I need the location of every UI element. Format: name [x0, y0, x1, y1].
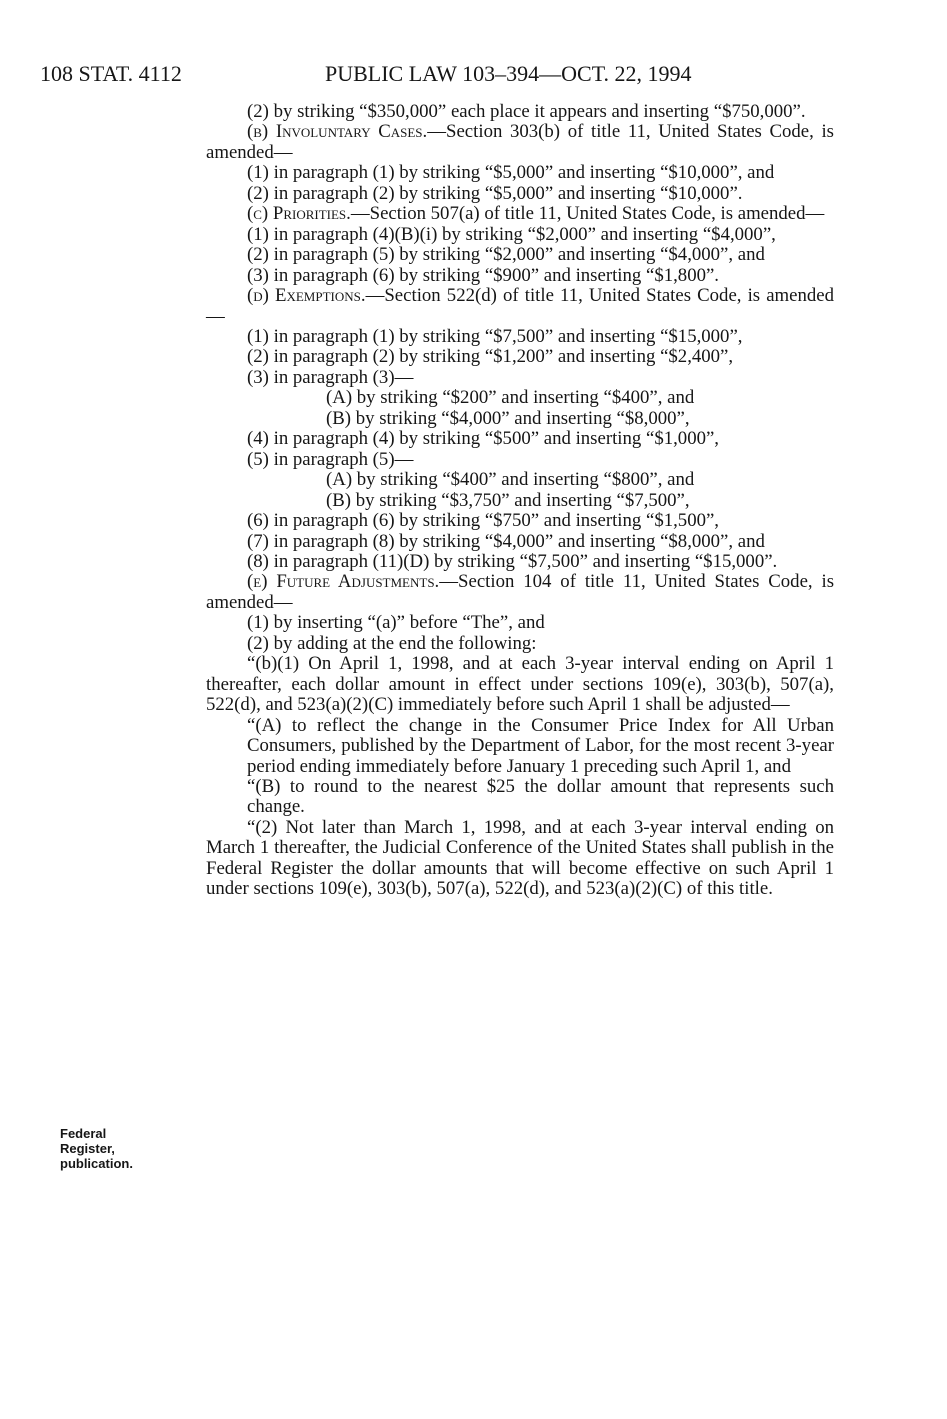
paragraph-text: (2) in paragraph (5) by striking “$2,000” and inserting “$4,000”, and: [247, 244, 765, 266]
subsection-heading: (c) Priorities.: [247, 203, 351, 225]
paragraph-text: —Section 303(b) of title 11, United States Code, is amended—: [206, 121, 834, 163]
paragraph-d5b: [206, 491, 834, 511]
paragraph-text: (2) by striking “$350,000” each place it appears and inserting “$750,000”.: [247, 101, 806, 122]
paragraph-d3b: [206, 409, 834, 429]
public-law-citation: PUBLIC LAW 103–394—OCT. 22, 1994: [325, 61, 692, 86]
subsection-heading: (e) Future Adjustments.: [247, 571, 440, 593]
paragraph-d6: [206, 511, 834, 531]
paragraph-d4: [206, 429, 834, 449]
paragraph-text: (5) in paragraph (5)—: [247, 448, 414, 470]
paragraph-text: (A) by striking “$200” and inserting “$400”, and: [326, 387, 695, 409]
subsection-heading: (b) Involuntary Cases.: [247, 121, 428, 143]
paragraph-text: (8) in paragraph (11)(D) by striking “$7,500” and inserting “$15,000”.: [247, 550, 778, 572]
paragraph-text: (2) in paragraph (2) by striking “$5,000” and inserting “$10,000”.: [247, 182, 743, 204]
paragraph-text: (1) by inserting “(a)” before “The”, and: [247, 612, 545, 634]
paragraph-ebA: [206, 716, 834, 777]
margin-note: [60, 1126, 170, 1171]
paragraph-text: (6) in paragraph (6) by striking “$750” and inserting “$1,500”,: [247, 510, 720, 532]
paragraph-d2: [206, 347, 834, 367]
paragraph-text: (1) in paragraph (1) by striking “$7,500” and inserting “$15,000”,: [247, 325, 743, 347]
paragraph-text: “(2) Not later than March 1, 1998, and at each 3-year interval ending on March 1 thereafter, the Judicial Conference of the United States shall publish in the Federal Register the dollar amounts that will become effective on such April 1 under sections 109(e), 303(b), 507(a), 522(d), and 523(a)(2)(C) of this title.: [206, 816, 834, 900]
paragraph-text: “(A) to reflect the change in the Consumer Price Index for All Urban Consumers, published by the Department of Labor, for the most recent 3-year period ending immediately before January 1 preceding such April 1, and: [247, 714, 834, 777]
paragraph-d7: [206, 532, 834, 552]
paragraph-text: “(b)(1) On April 1, 1998, and at each 3-year interval ending on April 1 thereafter, each dollar amount in effect under sections 109(e), 303(b), 507(a), 522(d), and 523(a)(2)(C) immediately before such April 1 shall be adjusted—: [206, 653, 834, 716]
paragraph-a2: [206, 102, 834, 122]
running-header: [40, 58, 820, 90]
paragraph-text: (1) in paragraph (1) by striking “$5,000” and inserting “$10,000”, and: [247, 162, 775, 184]
margin-note-line: Register,: [60, 1141, 115, 1156]
paragraph-d3a: [206, 388, 834, 408]
paragraph-text: —Section 522(d) of title 11, United States Code, is amended—: [206, 285, 835, 327]
paragraph-text: —Section 104 of title 11, United States Code, is amended—: [206, 571, 835, 613]
paragraph-d8: [206, 552, 834, 572]
paragraph-d3: [206, 368, 834, 388]
paragraph-b1: [206, 163, 834, 183]
paragraph-text: (A) by striking “$400” and inserting “$800”, and: [326, 469, 695, 491]
subsection-heading: (d) Exemptions.: [247, 285, 366, 307]
paragraph-text: (3) in paragraph (6) by striking “$900” and inserting “$1,800”.: [247, 264, 720, 286]
paragraph-text: (3) in paragraph (3)—: [247, 366, 414, 388]
paragraph-c: [206, 204, 834, 224]
paragraph-text: (B) by striking “$4,000” and inserting “$8,000”,: [326, 407, 690, 429]
paragraph-text: (2) by adding at the end the following:: [247, 632, 537, 654]
paragraph-c1: [206, 225, 834, 245]
paragraph-text: (2) in paragraph (2) by striking “$1,200” and inserting “$2,400”,: [247, 346, 734, 368]
margin-note-line: publication.: [60, 1156, 133, 1171]
paragraph-d1: [206, 327, 834, 347]
paragraph-c3: [206, 266, 834, 286]
paragraph-e2: [206, 634, 834, 654]
paragraph-text: “(B) to round to the nearest $25 the dollar amount that represents such change.: [247, 775, 834, 818]
paragraph-eb1: [206, 654, 834, 715]
paragraph-text: (1) in paragraph (4)(B)(i) by striking “$2,000” and inserting “$4,000”,: [247, 223, 776, 245]
paragraph-d5a: [206, 470, 834, 490]
paragraph-eb2: [206, 818, 834, 900]
paragraph-e1: [206, 613, 834, 633]
statute-page-number: 108 STAT. 4112: [40, 61, 182, 86]
paragraph-b2: [206, 184, 834, 204]
paragraph-d: [206, 286, 834, 327]
paragraph-b: [206, 122, 834, 163]
statute-body: [206, 102, 834, 900]
paragraph-text: (4) in paragraph (4) by striking “$500” and inserting “$1,000”,: [247, 428, 720, 450]
paragraph-text: —Section 507(a) of title 11, United States Code, is amended—: [350, 203, 825, 225]
paragraph-text: (7) in paragraph (8) by striking “$4,000” and inserting “$8,000”, and: [247, 530, 765, 552]
paragraph-text: (B) by striking “$3,750” and inserting “$7,500”,: [326, 489, 690, 511]
paragraph-d5: [206, 450, 834, 470]
margin-note-line: Federal: [60, 1126, 107, 1141]
paragraph-e: [206, 572, 834, 613]
paragraph-ebB: [206, 777, 834, 818]
paragraph-c2: [206, 245, 834, 265]
